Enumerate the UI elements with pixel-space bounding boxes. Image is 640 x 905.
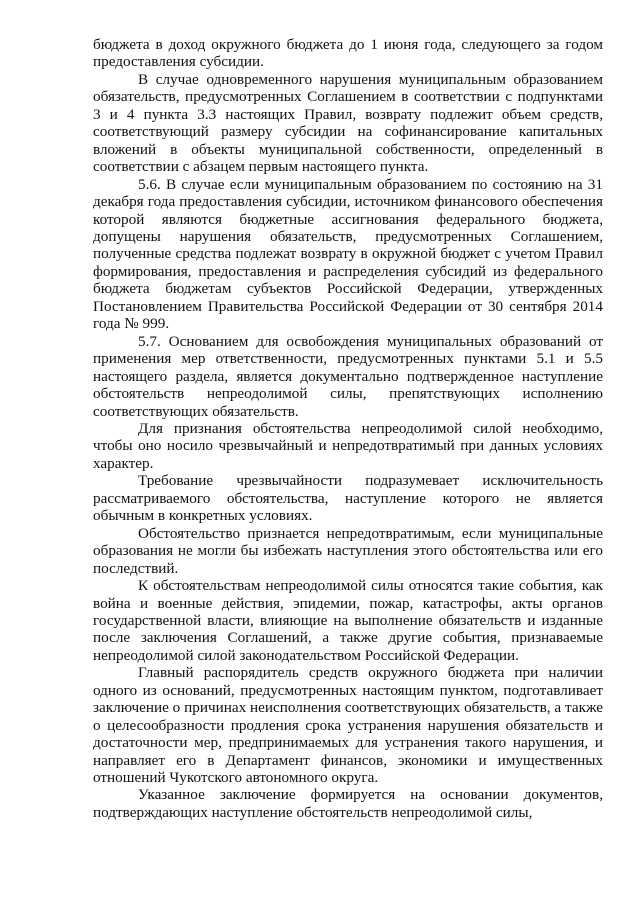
- paragraph-simultaneous-violation: В случае одновременного нарушения муниципальным образованием обязательств, предусмотренных Соглашением в соответствии с подпунктами 3 и 4 пункта 3.3 настоящих Правил, возврату подлежит объем средств, соответствующий размеру субсидии на софинансирование капитальных вложений в объекты муниципальной собственности, определенный в соответствии с абзацем первым настоящего пункта.: [93, 70, 603, 176]
- document-page: [93, 36, 603, 821]
- paragraph-main-administrator: Главный распорядитель средств окружного бюджета при наличии одного из оснований, предусмотренных настоящим пунктом, подготавливает заключение о причинах неисполнения соответствующих обязательств, а также о целесообразности продления срока устранения нарушения обязательств и достаточности мер, предпринимаемых для устранения такого нарушения, и направляет его в Департамент финансов, экономики и имущественных отношений Чукотского автономного округа.: [93, 664, 603, 787]
- paragraph-5-6: 5.6. В случае если муниципальным образованием по состоянию на 31 декабря года предоставления субсидии, источником финансового обеспечения которой являются бюджетные ассигнования федерального бюджета, допущены нарушения обязательств, предусмотренных Соглашением, полученные средства подлежат возврату в окружной бюджет с учетом Правил формирования, предоставления и распределения субсидий из федерального бюджета бюджетам субъектов Российской Федерации, утвержденных Постановлением Правительства Российской Федерации от 30 сентября 2014 года № 999.: [93, 175, 603, 333]
- paragraph-5-7: 5.7. Основанием для освобождения муниципальных образований от применения мер ответственности, предусмотренных пунктами 5.1 и 5.5 настоящего раздела, является документально подтвержденное наступление обстоятельств непреодолимой силы, препятствующих исполнению соответствующих обязательств.: [93, 332, 603, 420]
- paragraph-extraordinariness: Требование чрезвычайности подразумевает исключительность рассматриваемого обстоятельства, наступление которого не является обычным в конкретных условиях.: [93, 472, 603, 525]
- paragraph-force-majeure-events: К обстоятельствам непреодолимой силы относятся такие события, как война и военные действия, эпидемии, пожар, катастрофы, акты органов государственной власти, влияющие на выполнение обязательств и изданные после заключения Соглашений, а также другие события, признаваемые непреодолимой силой законодательством Российской Федерации.: [93, 577, 603, 664]
- paragraph-continuation: бюджета в доход окружного бюджета до 1 июня года, следующего за годом предоставления субсидии.: [93, 36, 603, 71]
- paragraph-conclusion-basis: Указанное заключение формируется на основании документов, подтверждающих наступление обстоятельств непреодолимой силы,: [93, 786, 603, 821]
- paragraph-unavoidability: Обстоятельство признается непредотвратимым, если муниципальные образования не могли бы избежать наступления этого обстоятельства или его последствий.: [93, 524, 603, 577]
- paragraph-force-majeure-recognition: Для признания обстоятельства непреодолимой силой необходимо, чтобы оно носило чрезвычайный и непредотвратимый при данных условиях характер.: [93, 419, 603, 472]
